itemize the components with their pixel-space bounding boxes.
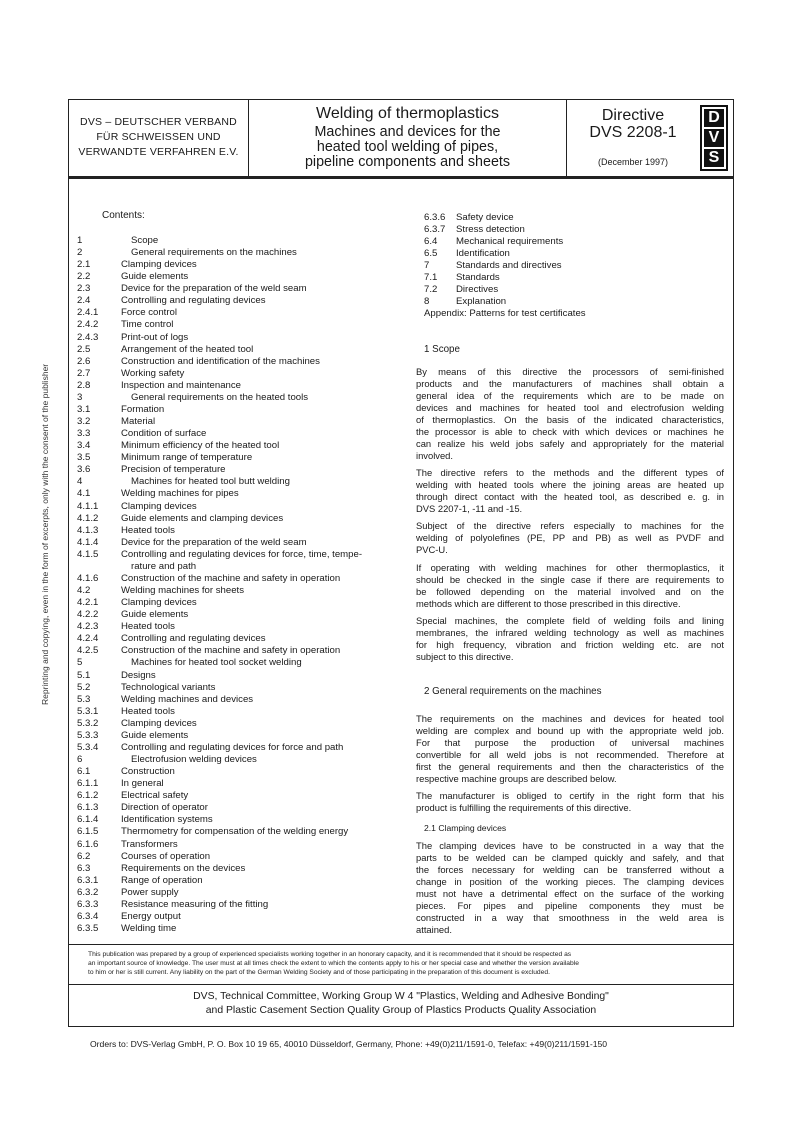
toc-entry-number: 2.6	[77, 355, 91, 367]
paragraph-line: The manufacturer is obliged to certify in the right form that his	[416, 790, 724, 802]
paragraph-line: methods which are different to those prescribed in this directive.	[416, 597, 681, 609]
toc-entry-title: Device for the preparation of the weld seam	[121, 536, 307, 548]
toc-entry-number: 4.1.6	[77, 572, 99, 584]
toc-entry-number: 4.2.4	[77, 633, 99, 645]
toc-entry-title: Controlling and regulating devices for force and path	[121, 741, 344, 753]
disclaimer-line: to him or her is still current. Any liability on the part of the German Welding Society and of those participating in the preparation of this document is excluded.	[88, 968, 550, 976]
toc-entry-title: Welding machines and devices	[121, 693, 254, 705]
toc-entry-number: 5.2	[77, 681, 91, 693]
toc-entry-number: 3.2	[77, 416, 91, 428]
toc-entry-number: 2	[77, 247, 83, 259]
toc-entry-number: 2.3	[77, 283, 91, 295]
paragraph-line: For that purpose the production of universal machines	[416, 736, 724, 748]
toc-entry-number: 6.3.5	[77, 922, 99, 934]
committee-note-line: DVS, Technical Committee, Working Group W 4 "Plastics, Welding and Adhesive Bonding"	[193, 991, 609, 1002]
toc-entry-title: Heated tools	[121, 621, 175, 633]
toc-entry-title: Controlling and regulating devices	[121, 295, 266, 307]
contents-title: Contents:	[102, 210, 145, 221]
toc-entry-number: 4.2.3	[77, 621, 99, 633]
organization-cell	[69, 100, 249, 176]
directive-label: Directive	[601, 107, 665, 124]
logo-letter: D	[704, 109, 724, 127]
toc-entry-title: Working safety	[121, 367, 185, 379]
paragraph	[416, 366, 724, 462]
toc-entry-number: 3.5	[77, 452, 91, 464]
toc-entry-number: 6.3.6	[424, 212, 446, 223]
toc-entry-number: 6.1.6	[77, 838, 99, 850]
toc-entry-number: 2.4.2	[77, 319, 99, 331]
toc-entry-number: 6.3.2	[77, 886, 99, 898]
toc-entry-number: 5.3.3	[77, 729, 99, 741]
toc-entry-number: 6.3.4	[77, 910, 99, 922]
document-subtitle-line: Machines and devices for the	[314, 124, 501, 140]
toc-entry-number: 3	[77, 391, 83, 403]
toc-entry-title: Inspection and maintenance	[121, 379, 242, 391]
org-line: DVS – DEUTSCHER VERBAND	[80, 116, 237, 128]
toc-entry-number: 6.3.1	[77, 874, 99, 886]
toc-entry-title: Device for the preparation of the weld seam	[121, 283, 307, 295]
toc-entry-title: Minimum efficiency of the heated tool	[121, 440, 280, 452]
toc-entry-number: 1	[77, 235, 83, 246]
toc-entry-title: Arrangement of the heated tool	[121, 343, 254, 355]
toc-entry-number: 3.3	[77, 428, 91, 440]
toc-entry-title: Stress detection	[456, 224, 525, 235]
paragraph-line: the processor is able to check with which devices or machines he	[416, 425, 724, 437]
dvs-logo	[700, 105, 728, 171]
toc-entry-title: Directives	[456, 284, 499, 295]
toc-entry-title: Construction and identification of the machines	[121, 355, 320, 367]
paragraph	[416, 713, 724, 785]
toc-entry-title: Electrical safety	[121, 790, 189, 802]
paragraph-line: through direct contact with the heated tool, as described e. g. in	[416, 490, 724, 502]
org-line: VERWANDTE VERFAHREN E.V.	[78, 146, 239, 158]
paragraph-line: By means of this directive the processors of semi-finished	[416, 366, 724, 377]
toc-entry-number: 4.2.2	[77, 609, 99, 621]
toc-entry-number: 5.3.4	[77, 741, 99, 753]
toc-entry-title: Designs	[121, 669, 156, 681]
paragraph-line: parts to be welded can be clamped quickly and safely, and that	[416, 851, 724, 863]
toc-entry-title: Power supply	[121, 886, 179, 898]
toc-entry-number: 6.1.2	[77, 790, 99, 802]
toc-entry-number: 2.2	[77, 271, 91, 283]
paragraph-line: involved.	[416, 449, 454, 461]
disclaimer-line: This publication was prepared by a group of experienced specialists working together in an honorary capacity, and it is recommended that it should be respected as	[88, 951, 572, 958]
paragraph-line: The requirements on the machines and devices for heated tool	[416, 713, 724, 724]
paragraph	[416, 467, 724, 515]
toc-entry-title: Guide elements	[121, 271, 189, 283]
toc-entry-number: 2.4.1	[77, 307, 99, 319]
disclaimer-line: an important source of knowledge. The user must at all times check the extent to which the contents apply to his or her special case and whether the version available	[88, 959, 579, 967]
paragraph-line: general idea of the requirements which are to be made on	[416, 389, 724, 401]
logo-letter: V	[704, 129, 724, 147]
document-header	[69, 100, 733, 179]
section-heading: 2 General requirements on the machines	[424, 686, 602, 697]
paragraph-line: devices and machines for heated tool and electrofusion welding	[416, 401, 724, 413]
document-subtitle-line: pipeline components and sheets	[304, 154, 511, 170]
toc-entry-number: 6.1.4	[77, 814, 99, 826]
toc-entry-title: Material	[121, 416, 156, 428]
paragraph-line: should be checked in the single case if there are requirements to	[416, 573, 724, 585]
toc-entry-title: Precision of temperature	[121, 464, 226, 476]
toc-entry-number: 7.2	[424, 284, 438, 295]
toc-entry-title: Mechanical requirements	[456, 236, 564, 247]
disclaimer	[88, 951, 718, 978]
toc-entry-number: 2.4.3	[77, 331, 99, 343]
toc-entry-title: Explanation	[456, 296, 507, 307]
toc-entry-number: 4.1.1	[77, 500, 99, 512]
paragraph-line: subject to this directive.	[416, 650, 514, 662]
toc-entry-title: Electrofusion welding devices	[131, 754, 257, 765]
toc-entry-title: Guide elements	[121, 609, 189, 621]
toc-entry-number: 3.6	[77, 464, 91, 476]
toc-entry-number: 2.1	[77, 259, 91, 271]
toc-entry-title: Minimum range of temperature	[121, 452, 253, 464]
paragraph-line: Special machines, the complete field of welding foils and lining	[416, 615, 724, 627]
toc-entry-title: Identification	[456, 248, 510, 259]
toc-entry-title: Clamping devices	[121, 259, 197, 271]
toc-entry-title: Energy output	[121, 910, 181, 922]
toc-entry-number: 6.4	[424, 236, 438, 247]
toc-entry-number: 4.1	[77, 488, 91, 500]
toc-entry-title: Condition of surface	[121, 428, 207, 440]
paragraph-line: pieces. For pipes and pipeline components they must be	[416, 899, 724, 911]
toc-entry-number: 6	[77, 754, 83, 765]
document-title: Welding of thermoplastics	[316, 105, 499, 122]
toc-entry-title: Formation	[121, 403, 165, 415]
title-cell	[249, 100, 567, 176]
paragraph-line: change in position of the working pieces. The clamping devices	[416, 875, 724, 887]
orders-info: Orders to: DVS-Verlag GmbH, P. O. Box 10 19 65, 40010 Düsseldorf, Germany, Phone: +49(0)211/1591-0, Telefax: +49(0)211/1591-150	[90, 1039, 608, 1049]
toc-entry-number: 4.2.1	[77, 597, 99, 609]
toc-entry-title: Transformers	[121, 838, 178, 850]
paragraph-line: can realize his weld jobs safely and appropriately for the material	[416, 437, 724, 449]
toc-entry-number: 6.1.3	[77, 802, 99, 814]
paragraph-line: DVS 2207-1, -11 and -15.	[416, 502, 523, 514]
paragraph-line: convertible for all weld jobs is not recommended. Therefore at	[416, 748, 724, 760]
toc-entry-number: 6.3	[77, 862, 91, 874]
paragraph	[416, 520, 724, 556]
toc-entry-title: Clamping devices	[121, 597, 197, 609]
toc-entry-title: Courses of operation	[121, 850, 211, 862]
toc-entry-title: Construction of the machine and safety in operation	[121, 572, 341, 584]
toc-entry-title: Welding time	[121, 922, 177, 934]
toc-entry-title: Standards	[456, 272, 500, 283]
directive-date: (December 1997)	[597, 157, 669, 167]
paragraph	[416, 615, 724, 663]
paragraph-line: The directive refers to the methods and the different types of	[416, 467, 724, 479]
paragraph-line: be followed depending on the material involved and on the	[416, 585, 724, 597]
toc-entry-title: Guide elements	[121, 729, 189, 741]
paragraph-line: first the general requirements and then the characteristics of the	[416, 760, 724, 772]
toc-entry-number: 4.2.5	[77, 645, 99, 657]
toc-entry-title: Appendix: Patterns for test certificates	[424, 308, 586, 319]
toc-entry-title: Safety device	[456, 212, 514, 223]
toc-entry-number: 3.4	[77, 440, 91, 452]
paragraph	[416, 790, 724, 814]
toc-entry-title: Machines for heated tool butt welding	[131, 476, 290, 488]
paragraph	[416, 840, 724, 936]
divider	[69, 984, 733, 985]
paragraph-line: membranes, the infrared welding technology as well as machines	[416, 626, 724, 638]
toc-entry-title: Resistance measuring of the fitting	[121, 898, 269, 910]
paragraph-line: constructed in a way that smoothness in the weld area is	[416, 911, 724, 923]
toc-entry-number: 6.3.7	[424, 224, 446, 235]
toc-entry-title: Requirements on the devices	[121, 862, 246, 874]
committee-note-line: and Plastic Casement Section Quality Group of Plastics Products Quality Association	[205, 1005, 597, 1016]
toc-entry-title: Welding machines for pipes	[121, 488, 239, 500]
toc-entry-title: Construction	[121, 766, 175, 778]
toc-entry-number: 2.8	[77, 379, 91, 391]
paragraph-line: The clamping devices have to be constructed in a way that the	[416, 840, 724, 851]
toc-entry-title: Standards and directives	[456, 260, 562, 271]
toc-entry-title: General requirements on the heated tools	[131, 391, 309, 403]
toc-entry-number: 4.1.2	[77, 512, 99, 524]
divider	[69, 944, 733, 945]
directive-cell	[567, 100, 733, 176]
toc-entry-title: rature and path	[131, 560, 197, 572]
toc-entry-title: Clamping devices	[121, 500, 197, 512]
toc-entry-number: 6.3.3	[77, 898, 99, 910]
toc-entry-title: Identification systems	[121, 814, 213, 826]
paragraph	[416, 562, 724, 610]
document-frame	[68, 99, 734, 1027]
toc-entry-title: Force control	[121, 307, 177, 319]
paragraph-line: of thermoplastics. On the basis of the indicated characteristics,	[416, 413, 724, 425]
paragraph-line: PVC-U.	[416, 544, 448, 556]
paragraph-line: welding of polyolefines (PE, PP and PB) as well as PVDF and	[416, 532, 724, 544]
toc-entry-title: Direction of operator	[121, 802, 208, 814]
subsection-heading: 2.1 Clamping devices	[424, 823, 507, 833]
logo-letter: S	[704, 149, 724, 167]
toc-entry-title: Welding machines for sheets	[121, 585, 245, 597]
toc-entry-number: 6.1	[77, 766, 91, 778]
paragraph-line: must not have a detrimental effect on the surface of the working	[416, 887, 724, 899]
section-heading: 1 Scope	[424, 344, 460, 355]
toc-entry-title: Range of operation	[121, 874, 203, 886]
toc-entry-number: 5.3.1	[77, 705, 99, 717]
paragraph-line: attained.	[416, 923, 452, 935]
toc-entry-number: 5.1	[77, 669, 91, 681]
toc-entry-title: Guide elements and clamping devices	[121, 512, 284, 524]
toc-entry-title: In general	[121, 778, 164, 790]
toc-entry-title: Time control	[121, 319, 174, 331]
toc-entry-number: 2.7	[77, 367, 91, 379]
paragraph-line: welding with heated tools where the joining areas are heated up	[416, 479, 724, 491]
toc-entry-number: 4	[77, 476, 83, 488]
toc-entry-title: Clamping devices	[121, 717, 197, 729]
toc-entry-title: Thermometry for compensation of the welding energy	[121, 826, 349, 838]
paragraph-line: welding are complex and bound up with the appropriate weld job.	[416, 724, 724, 736]
toc-entry-title: General requirements on the machines	[131, 247, 297, 259]
toc-entry-number: 8	[424, 296, 430, 307]
toc-entry-title: Scope	[131, 235, 159, 246]
toc-entry-title: Machines for heated tool socket welding	[131, 657, 302, 669]
toc-entry-title: Controlling and regulating devices	[121, 633, 266, 645]
paragraph-line: If operating with welding machines for other thermoplastics, it	[416, 561, 724, 573]
copyright-side-note-text: Reprinting and copying, even in the form of excerpts, only with the consent of the publisher	[40, 363, 50, 705]
paragraph-line: Subject of the directive refers especially to machines for the	[416, 520, 724, 532]
paragraph-line: product is fulfilling the requirements of this directive.	[416, 802, 632, 814]
toc-entry-number: 4.2	[77, 585, 91, 597]
paragraph-line: respective machine groups are described below.	[416, 772, 617, 784]
toc-entry-number: 6.1.5	[77, 826, 99, 838]
toc-entry-title: Heated tools	[121, 705, 175, 717]
org-line: FÜR SCHWEISSEN UND	[96, 131, 221, 143]
toc-entry-number: 5.3	[77, 693, 91, 705]
toc-entry-number: 4.1.4	[77, 536, 99, 548]
toc-entry-number: 7	[424, 260, 430, 271]
toc-entry-number: 6.1.1	[77, 778, 99, 790]
toc-entry-number: 4.1.3	[77, 524, 99, 536]
toc-entry-number: 2.5	[77, 343, 91, 355]
document-subtitle-line: heated tool welding of pipes,	[316, 139, 499, 155]
toc-entry-number: 6.5	[424, 248, 438, 259]
toc-entry-number: 4.1.5	[77, 548, 99, 560]
toc-entry-number: 7.1	[424, 272, 438, 283]
toc-entry-number: 2.4	[77, 295, 91, 307]
toc-entry-title: Heated tools	[121, 524, 175, 536]
paragraph-line: products and the manufacturers of machines shall obtain a	[416, 377, 724, 389]
toc-entry-title: Technological variants	[121, 681, 216, 693]
toc-entry-title: Construction of the machine and safety in operation	[121, 645, 341, 657]
toc-entry-number: 5	[77, 657, 83, 669]
toc-entry-number: 6.2	[77, 850, 91, 862]
directive-number: DVS 2208-1	[589, 124, 677, 141]
toc-entry-number: 5.3.2	[77, 717, 99, 729]
toc-entry-number: 3.1	[77, 403, 91, 415]
paragraph-line: for high frequency, vibration and friction welding etc. are not	[416, 638, 724, 650]
toc-entry-title: Print-out of logs	[121, 331, 189, 343]
toc-entry-title: Controlling and regulating devices for force, time, tempe-	[121, 548, 363, 560]
paragraph-line: the forces necessary for welding can be transferred without a	[416, 863, 724, 875]
